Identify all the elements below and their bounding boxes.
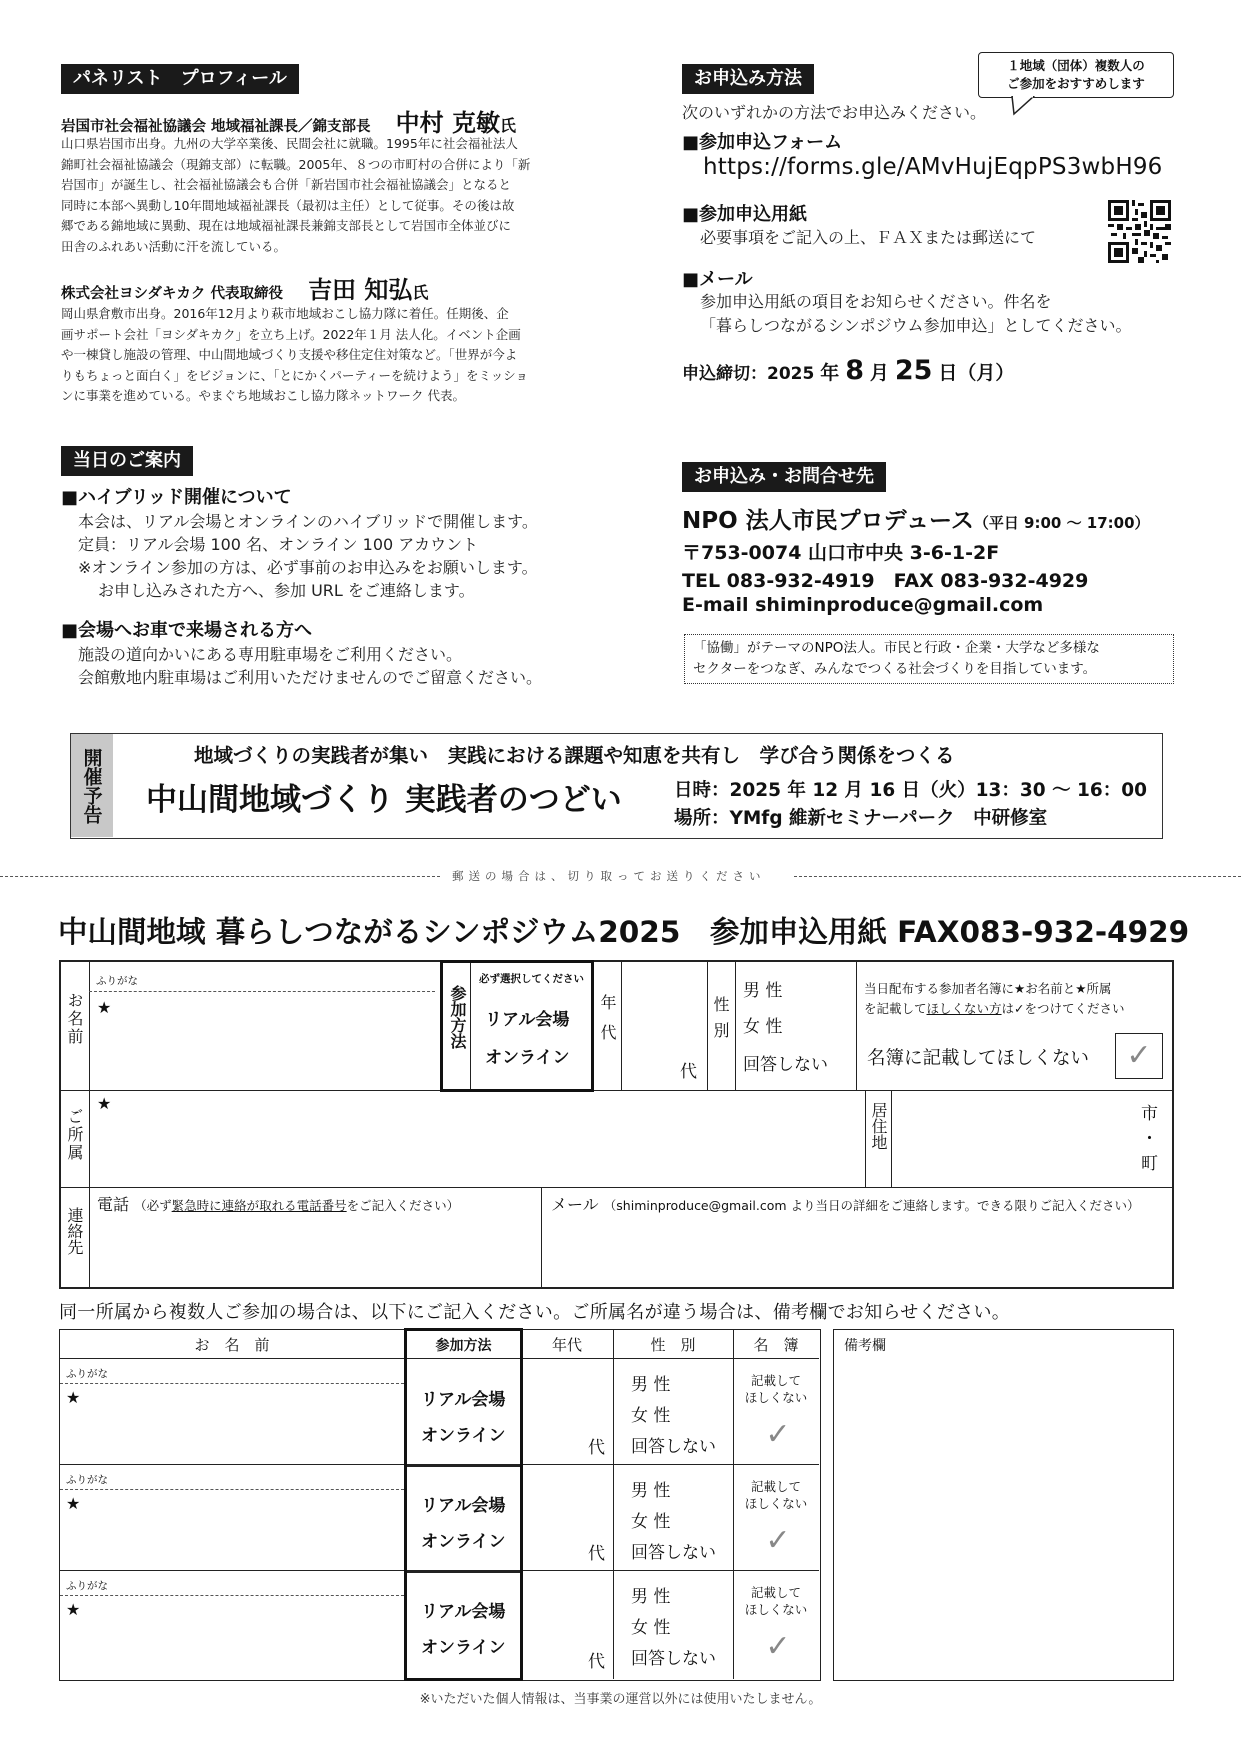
panelist-1-header [61,103,516,138]
panelist-2-name: 吉田 知弘 [308,276,413,304]
notice-title: 中山間地域づくり 実践者のつどい [146,782,622,818]
check-outline-icon: ✓ [1126,1038,1152,1073]
multi-header-method: 参加方法 [435,1338,492,1354]
check-outline-icon: ✓ [765,1417,791,1452]
age-label: 年代 [598,994,617,1054]
affiliation-label: ご所属 [65,1108,84,1162]
residence-label: 居住地 [869,1102,888,1150]
panelist-1-title: 岩国市社会福祉協議会 地域福祉課長／錦支部長 [61,119,371,135]
notice-tag: 開催予告 [71,734,113,837]
contact-org-row [682,502,1150,535]
check-outline-icon: ✓ [765,1629,791,1664]
remarks-box[interactable] [833,1329,1174,1681]
panelist-label: パネリスト プロフィール [61,64,299,94]
multi-row-3-female[interactable]: 女 性 [631,1618,671,1638]
contact-address: 〒753-0074 山口市中央 3-6-1-2F [682,542,1000,564]
method-box [440,960,594,1092]
roster-option-label: 名簿に記載してほしくない [867,1048,1090,1069]
phone-input[interactable] [97,1218,533,1280]
multi-row-2-age-input[interactable]: 代 [588,1544,605,1564]
gender-female-option[interactable]: 女 性 [743,1017,783,1037]
multi-row-3-noanswer[interactable]: 回答しない [631,1649,716,1669]
notice-box [70,733,1163,839]
roster-opt-out-checkbox[interactable] [1115,1033,1163,1079]
form-url-link[interactable]: https://forms.gle/AMvHujEqpPS3wbH96 [703,154,1163,180]
panelist-1-honorific: 氏 [500,116,517,135]
residence-input[interactable] [897,1094,1137,1182]
multi-row-1-real-option[interactable]: リアル会場 [421,1390,506,1410]
multi-row-2-male[interactable]: 男 性 [631,1481,671,1501]
multi-row-1-roster-checkbox[interactable] [758,1417,798,1456]
qr-code-icon[interactable] [1108,200,1171,263]
multi-row-3-male[interactable]: 男 性 [631,1587,671,1607]
panelist-2-header [61,270,428,305]
email-input[interactable] [551,1218,1165,1280]
panelist-2-honorific: 氏 [412,283,429,302]
application-form [59,960,1174,1289]
multi-row-2-online-option[interactable]: オンライン [421,1532,506,1552]
multi-row-3-age-input[interactable]: 代 [588,1652,605,1672]
guide-line-3: ※オンライン参加の方は、必ず事前のお申込みをお願いします。 [78,558,538,577]
multi-row-1-age-input[interactable]: 代 [588,1438,605,1458]
multi-row-3-roster-checkbox[interactable] [758,1629,798,1668]
apply-intro: 次のいずれかの方法でお申込みください。 [682,103,987,122]
remarks-label: 備考欄 [844,1338,886,1354]
guide-line-1: 本会は、リアル会場とオンラインのハイブリッドで開催します。 [78,512,538,531]
panelist-1-bio: 山口県岩国市出身。九州の大学卒業後、民間会社に就職。1995年に社会福祉法人 錦町社会福祉協議会（現錦支部）に転職。2005年、８つの市町村の合併により「新 岩国市」が誕生し、社会福祉協議会も合併「新岩国市社会福祉協議会」となると 同時に本部へ異動し10年間地域福祉課長（最初は主任）として従事。その後は故 郷である錦地域に異動、現在は地域福祉課長兼錦支部長として岩国市全体並びに 田舎のふれあい活動に汗を流している。 [61,136,531,254]
notice-tagline: 地域づくりの実践者が集い 実践における課題や知恵を共有し 学び合う関係をつくる [194,744,955,767]
notice-place: 場所：YMfg 維新セミナーパーク 中研修室 [674,808,1048,829]
multi-row-3-real-option[interactable]: リアル会場 [421,1602,506,1622]
multi-header-roster: 名 簿 [753,1336,799,1354]
contact-label: お申込み・お問合せ先 [682,462,886,492]
contact-email-link[interactable]: E-mail shiminproduce@gmail.com [682,594,1044,616]
furigana-label: ふりがな [96,975,138,987]
contact-org: NPO 法人市民プロデュース [682,508,974,534]
guide-car-title: ■会場へお車で来場される方へ [61,620,313,641]
gender-label: 性別 [711,996,730,1048]
multi-row-2-roster-checkbox[interactable] [758,1523,798,1562]
guide-hybrid-title: ■ハイブリッド開催について [61,487,292,508]
contact-hours: （平日 9:00 ～ 17:00） [973,514,1150,532]
multi-row-3-name-input[interactable]: ★ [66,1600,81,1619]
guide-line-2: 定員：リアル会場 100 名、オンライン 100 アカウント [78,535,479,554]
guide-line-6: 会館敷地内駐車場はご利用いただけませんのでご留意ください。 [78,668,543,687]
apply-label: お申込み方法 [682,64,814,94]
privacy-note: ※いただいた個人情報は、当事業の運営以外には使用いたしません。 [419,1692,822,1707]
method-label: 参加方法 [448,985,467,1049]
multi-row-2-name-input[interactable]: ★ [66,1494,81,1513]
multi-header-gender: 性 別 [650,1336,696,1354]
bubble-tail [1010,96,1036,116]
guide-line-4: お申し込みされた方へ、参加 URL をご連絡します。 [98,581,475,600]
mail-label-row: メール （shiminproduce@gmail.com より当日の詳細をご連絡します。できる限りご記入ください） [551,1195,1140,1214]
phone-label-row: 電話 （必ず緊急時に連絡が取れる電話番号をご記入ください） [97,1195,460,1214]
method-online-option[interactable]: オンライン [485,1048,570,1068]
name-input[interactable]: ★ [97,998,112,1017]
gender-male-option[interactable]: 男 性 [743,981,783,1001]
gender-noanswer-option[interactable]: 回答しない [743,1055,828,1075]
contact-note: 「協働」がテーマのNPO法人。市民と行政・企業・大学など多様な セクターをつなぎ、みんなでつくる社会づくりを目指しています。 [684,634,1174,684]
multi-row-1-male[interactable]: 男 性 [631,1375,671,1395]
method-real-option[interactable]: リアル会場 [485,1010,570,1030]
multi-row-2-female[interactable]: 女 性 [631,1512,671,1532]
panelist-2-title: 株式会社ヨシダキカク 代表取締役 [61,286,283,302]
multi-row-2-real-option[interactable]: リアル会場 [421,1496,506,1516]
guide-line-5: 施設の道向かいにある専用駐車場をご利用ください。 [78,645,463,664]
must-select-note: 必ず選択してください [479,973,584,985]
recommend-bubble: １地域（団体）複数人の ご参加をおすすめします [978,52,1174,98]
age-input[interactable]: 代 [680,1062,697,1082]
cut-line-text: 郵送の場合は、切り取ってお送りください [452,869,766,883]
city-town-labels: 市 ・ 町 [1141,1104,1158,1174]
name-label: お名前 [65,992,84,1046]
form-sheet-title: 中山間地域 暮らしつながるシンポジウム2025 参加申込用紙 FAX083-932-4929 [58,915,1190,949]
multi-header-name: お 名 前 [194,1336,270,1354]
mail-desc-1: 参加申込用紙の項目をお知らせください。件名を [700,292,1052,311]
form-title: ■参加申込フォーム [682,132,843,153]
notice-date: 日時：2025 年 12 月 16 日（火）13：30 ～ 16：00 [674,780,1148,801]
contact-info-label: 連絡先 [65,1207,84,1255]
multi-row-1-online-option[interactable]: オンライン [421,1426,506,1446]
mail-title: ■メール [682,269,753,290]
multi-row-1-female[interactable]: 女 性 [631,1406,671,1426]
check-outline-icon: ✓ [765,1523,791,1558]
multi-row-1-noanswer[interactable]: 回答しない [631,1437,716,1457]
multi-row-2-noanswer[interactable]: 回答しない [631,1543,716,1563]
paper-title: ■参加申込用紙 [682,204,808,225]
guide-label: 当日のご案内 [61,446,193,476]
furigana-input[interactable] [97,974,427,990]
affiliation-input[interactable]: ★ [97,1094,112,1113]
cut-line-left [0,876,440,877]
multi-table: お 名 前 年代 性 別 名 簿 参加方法 ふりがな ★ リアル会場 オンライン 代 男 性 女 性 回答しない 記載して ほしくない ✓ ふりがな ★ リアル会場 オンライン 代 男 性 女 性 回答しない 記載して ほしくない ✓ ふりがな ★ リアル会場 オンライン 代 男 性 女 性 回答しない 記載して ほしくない ✓ [59,1329,821,1681]
roster-note: 当日配布する参加者名簿に★お名前と★所属 を記載してほしくない方は✓をつけてください [864,981,1125,1016]
deadline: 申込締切：2025 年 8 月 25 日（月） [682,355,1015,386]
contact-tel-fax: TEL 083-932-4919 FAX 083-932-4929 [682,570,1089,592]
mail-desc-2: 「暮らしつながるシンポジウム参加申込」としてください。 [700,316,1132,335]
panelist-1-name: 中村 克敏 [395,109,500,137]
paper-desc: 必要事項をご記入の上、ＦＡＸまたは郵送にて [700,228,1037,247]
panelist-2-bio: 岡山県倉敷市出身。2016年12月より萩市地域おこし協力隊に着任。任期後、企 画サポート会社「ヨシダキカク」を立ち上げ。2022年１月 法人化。イベント企画 や一棟貸し施設の管理、中山間地域づくり支援や移住定住対策など。「世界が今よ りもちょっと面白く」をビジョンに、「とにかくパーティーを続けよう」をミッショ ンに事業を進めている。やまぐち地域おこし協力隊ネットワーク 代表。 [61,306,529,403]
multi-header-age: 年代 [551,1336,582,1354]
cut-line-right [794,876,1241,877]
multi-row-3-online-option[interactable]: オンライン [421,1638,506,1658]
multi-row-1-name-input[interactable]: ★ [66,1388,81,1407]
multi-intro: 同一所属から複数人ご参加の場合は、以下にご記入ください。ご所属名が違う場合は、備考欄でお知らせください。 [59,1302,1011,1323]
